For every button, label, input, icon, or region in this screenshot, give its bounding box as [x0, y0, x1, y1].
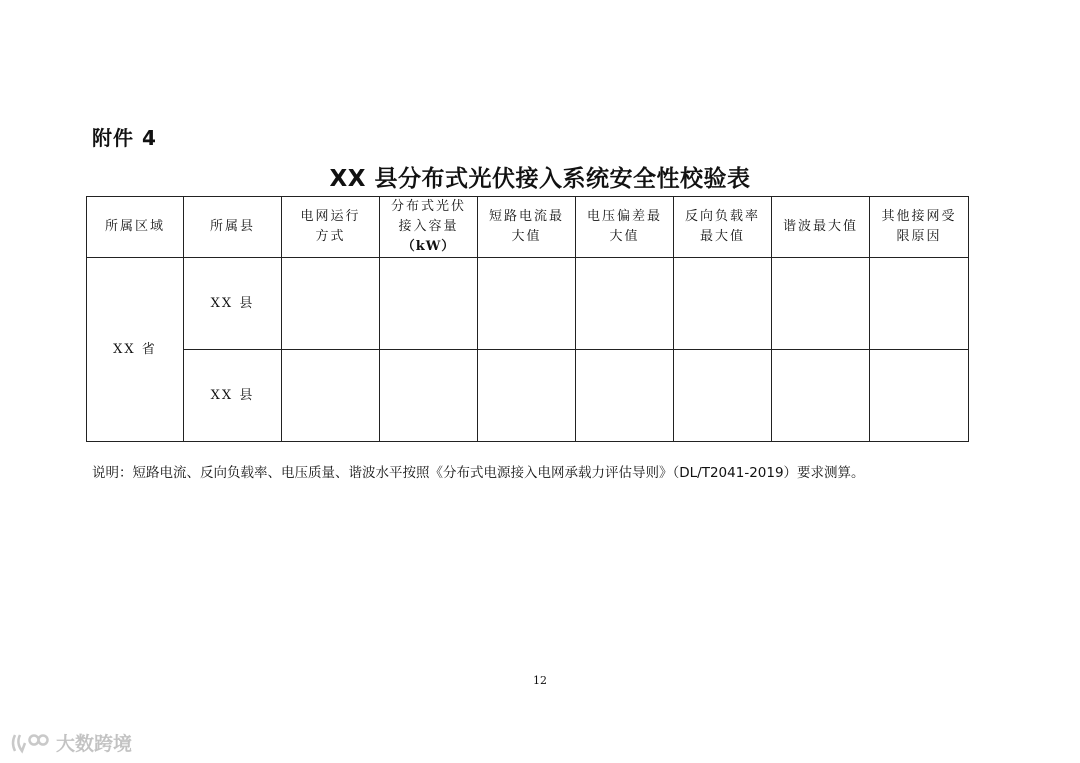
table-header-row [87, 197, 969, 258]
empty-cell [870, 258, 969, 350]
empty-cell [674, 350, 772, 442]
empty-cell [772, 258, 870, 350]
empty-cell [282, 258, 380, 350]
header-harmonic: 谐波最大值 [772, 197, 870, 258]
watermark-logo-icon [10, 731, 50, 755]
table-row [87, 258, 969, 350]
empty-cell [772, 350, 870, 442]
empty-cell [674, 258, 772, 350]
empty-cell [380, 258, 478, 350]
empty-cell [478, 350, 576, 442]
county-cell: XX 县 [184, 350, 282, 442]
header-pv-capacity: 分布式光伏 接入容量 （kW） [380, 197, 478, 258]
page-number: 12 [533, 674, 547, 687]
safety-check-table [86, 196, 969, 442]
county-cell: XX 县 [184, 258, 282, 350]
header-county: 所属县 [184, 197, 282, 258]
header-grid-mode: 电网运行 方式 [282, 197, 380, 258]
empty-cell [870, 350, 969, 442]
table-row [87, 350, 969, 442]
empty-cell [576, 258, 674, 350]
page-title: XX 县分布式光伏接入系统安全性校验表 [329, 166, 751, 192]
header-short-circuit: 短路电流最 大值 [478, 197, 576, 258]
header-reverse-load: 反向负载率 最大值 [674, 197, 772, 258]
empty-cell [576, 350, 674, 442]
header-voltage-deviation: 电压偏差最 大值 [576, 197, 674, 258]
region-cell: XX 省 [87, 258, 184, 442]
empty-cell [478, 258, 576, 350]
table-note: 说明：短路电流、反向负载率、电压质量、谐波水平按照《分布式电源接入电网承载力评估导则》（DL/T2041-2019）要求测算。 [92, 465, 865, 481]
empty-cell [282, 350, 380, 442]
header-other-reasons: 其他接网受 限原因 [870, 197, 969, 258]
header-region: 所属区域 [87, 197, 184, 258]
watermark [10, 729, 132, 756]
watermark-text: 大数跨境 [56, 733, 133, 755]
attachment-label: 附件 4 [92, 126, 157, 150]
empty-cell [380, 350, 478, 442]
